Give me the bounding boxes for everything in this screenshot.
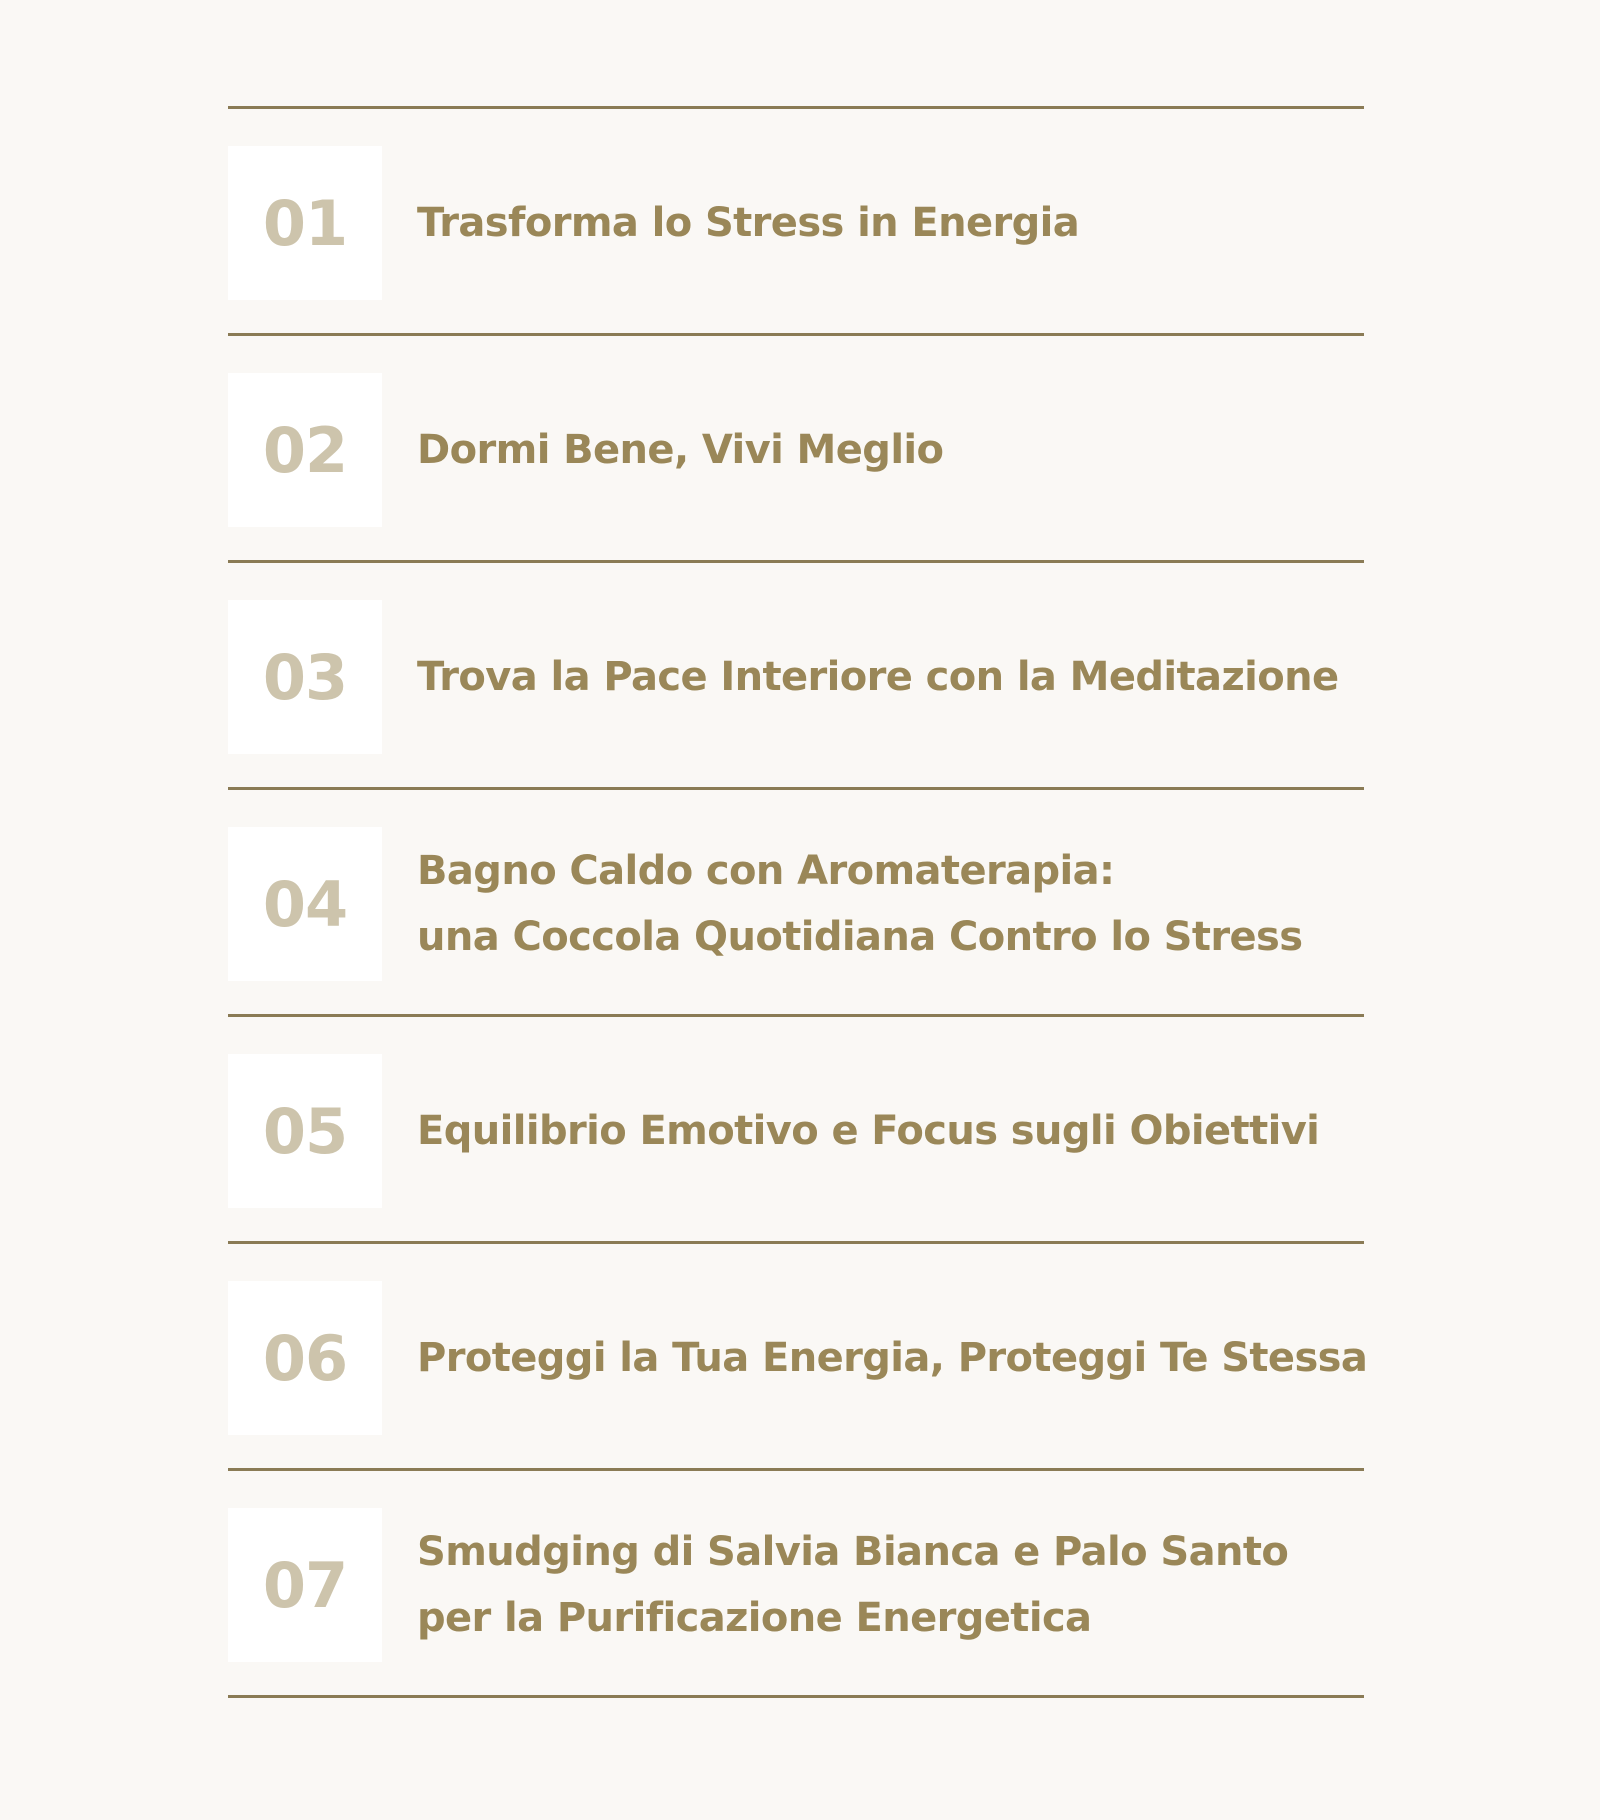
list-item xyxy=(228,563,1364,787)
number-box xyxy=(228,600,382,754)
item-number: 02 xyxy=(262,413,348,487)
list-item xyxy=(228,1017,1364,1241)
number-box xyxy=(228,1054,382,1208)
item-title-line: Smudging di Salvia Bianca e Palo Santo xyxy=(417,1529,1289,1575)
list-item xyxy=(228,109,1364,333)
item-title xyxy=(417,1281,1368,1435)
item-title-line: Trova la Pace Interiore con la Meditazione xyxy=(417,654,1339,700)
number-box xyxy=(228,1281,382,1435)
item-number: 06 xyxy=(262,1321,348,1395)
item-title xyxy=(417,1054,1364,1208)
item-number: 03 xyxy=(262,640,348,714)
list-item xyxy=(228,1471,1364,1695)
numbered-list xyxy=(228,106,1368,1698)
item-number: 01 xyxy=(262,186,348,260)
item-title-line: Dormi Bene, Vivi Meglio xyxy=(417,427,944,473)
item-title xyxy=(417,373,1364,527)
number-box xyxy=(228,827,382,981)
item-number: 07 xyxy=(262,1548,348,1622)
list-item xyxy=(228,790,1364,1014)
item-title xyxy=(417,1508,1364,1662)
number-box xyxy=(228,146,382,300)
list-item xyxy=(228,1244,1368,1468)
item-number: 05 xyxy=(262,1094,348,1168)
item-number: 04 xyxy=(262,867,348,941)
number-box xyxy=(228,373,382,527)
item-title xyxy=(417,146,1364,300)
item-title-line: Bagno Caldo con Aromaterapia: xyxy=(417,848,1115,894)
item-title-line: Proteggi la Tua Energia, Proteggi Te Stessa xyxy=(417,1335,1368,1381)
divider xyxy=(228,1695,1364,1698)
item-title xyxy=(417,827,1364,981)
item-title-line: Trasforma lo Stress in Energia xyxy=(417,200,1080,246)
number-box xyxy=(228,1508,382,1662)
item-title xyxy=(417,600,1364,754)
item-title-line: una Coccola Quotidiana Contro lo Stress xyxy=(417,914,1303,960)
list-item xyxy=(228,336,1364,560)
item-title-line: per la Purificazione Energetica xyxy=(417,1595,1092,1641)
item-title-line: Equilibrio Emotivo e Focus sugli Obiettivi xyxy=(417,1108,1320,1154)
